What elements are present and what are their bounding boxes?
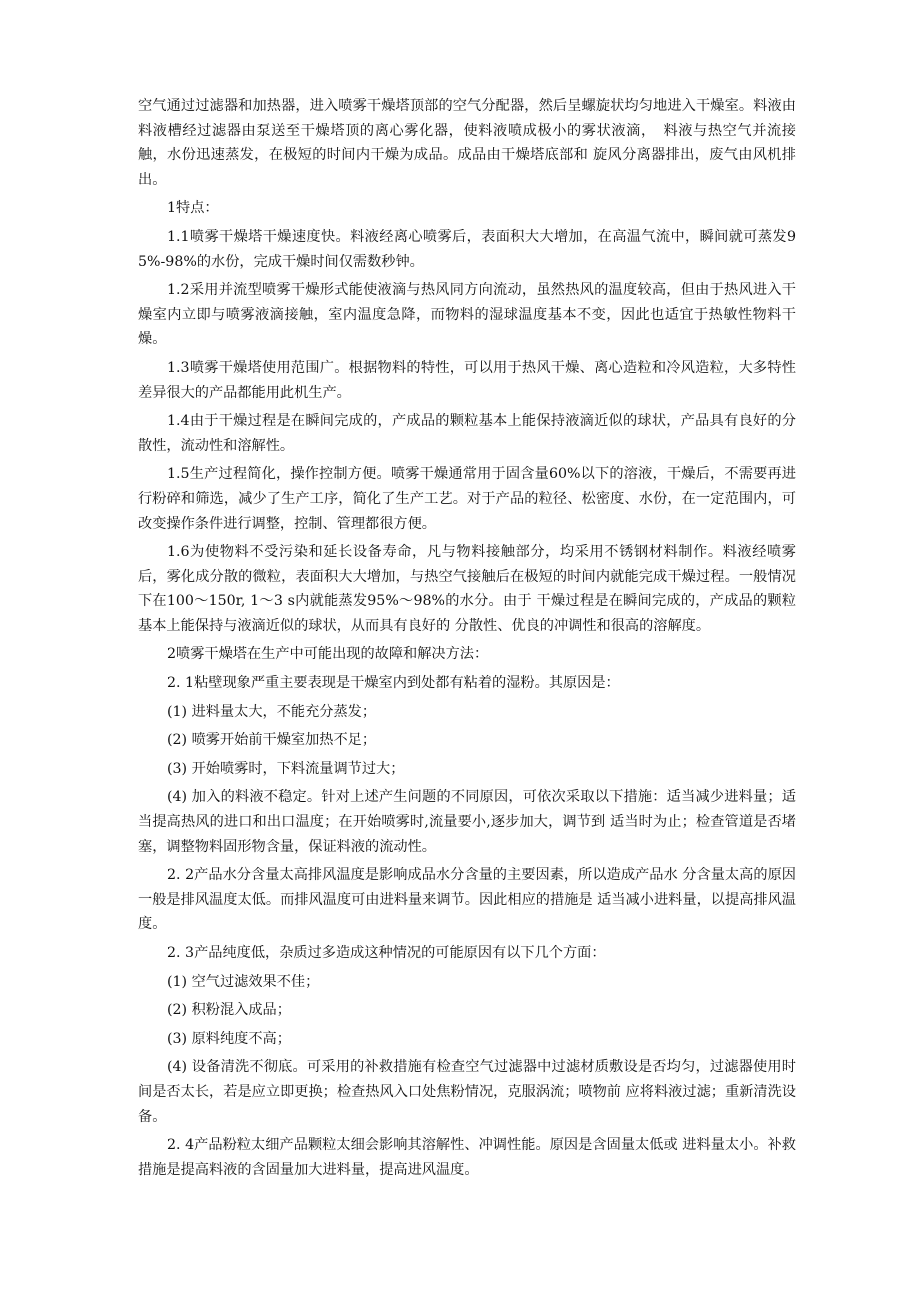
list-item-2-3-2: (2) 积粉混入成品； [167,1002,291,1019]
paragraph-1-3: 1.3喷雾干燥塔使用范围广。根据物料的特性，可以用于热风干燥、离心造粒和冷风造粒，大多特性差异很大的产品都能用此机生产。 [138,359,796,401]
paragraph-1-2: 1.2采用并流型喷雾干燥形式能使液滴与热风同方向流动，虽然热风的温度较高，但由于热风进入干燥室内立即与喷雾液滴接触，室内温度急降，而物料的湿球温度基本不变，因此也适宜于热敏性物料干燥。 [138,282,796,348]
list-item-2-3-3: (3) 原料纯度不高； [167,1030,291,1047]
list-item-2-1-2: (2) 喷雾开始前干燥室加热不足； [167,732,377,749]
paragraph-2-4: 2. 4产品粉粒太细产品颗粒太细会影响其溶解性、冲调性能。原因是含固量太低或 进料量太小。补救措施是提高料液的含固量加大进料量，提高进风温度。 [138,1137,796,1178]
list-item-2-1-4: (4) 加入的料液不稳定。针对上述产生问题的不同原因，可依次采取以下措施：适当减少进料量；适当提高热风的进口和出口温度；在开始喷雾时,流量要小,逐步加大，调节到 适当时为止；检查管道是否堵塞，调整物料固形物含量，保证料液的流动性。 [138,789,796,855]
paragraph-2-3: 2. 3产品纯度低，杂质过多造成这种情况的可能原因有以下几个方面： [167,945,606,961]
list-item-2-1-3: (3) 开始喷雾时，下料流量调节过大； [167,760,405,777]
section-heading-features: 1特点： [167,200,219,217]
paragraph-intro: 空气通过过滤器和加热器，进入喷雾干燥塔顶部的空气分配器，然后呈螺旋状均匀地进入干燥室。料液由料液槽经过滤器由泵送至干燥塔顶的离心雾化器，使料液喷成极小的雾状液滴， 料液与热空气并流接触，水份迅速蒸发，在极短的时间内干燥为成品。成品由干燥塔底部和 旋风分离器排出，废气由风机排出。 [138,98,796,188]
paragraph-1-4: 1.4由于干燥过程是在瞬间完成的，产成品的颗粒基本上能保持液滴近似的球状，产品具有良好的分散性，流动性和溶解性。 [138,413,796,454]
list-item-2-1-1: (1) 进料量太大，不能充分蒸发； [167,703,377,720]
paragraph-1-1: 1.1喷雾干燥塔干燥速度快。料液经离心喷雾后，表面积大大增加，在高温气流中，瞬间就可蒸发95%-98%的水份，完成干燥时间仅需数秒钟。 [138,228,796,270]
paragraph-1-5: 1.5生产过程简化，操作控制方便。喷雾干燥通常用于固含量60%以下的溶液，干燥后，不需要再进行粉碎和筛选，减少了生产工序，简化了生产工艺。对于产品的粒径、松密度、水份，在一定范围内，可改变操作条件进行调整，控制、管理都很方便。 [138,466,796,532]
section-heading-faults: 2喷雾干燥塔在生产中可能出现的故障和解决方法： [167,646,489,663]
list-item-2-3-4: (4) 设备清洗不彻底。可采用的补救措施有检查空气过滤器中过滤材质敷设是否均匀，过滤器使用时间是否太长，若是应立即更换；检查热风入口处焦粉情况，克服涡流；喷物前 应将料液过滤；重新清洗设备。 [138,1059,796,1125]
list-item-2-3-1: (1) 空气过滤效果不佳； [167,973,320,990]
paragraph-1-6: 1.6为使物料不受污染和延长设备寿命，凡与物料接触部分，均采用不锈钢材料制作。料液经喷雾后，雾化成分散的微粒，表面积大大增加，与热空气接触后在极短的时间内就能完成干燥过程。一般情况下在100〜150r, 1〜3 s内就能蒸发95%〜98%的水分。由于 干燥过程是在瞬间完成的，产成品的颗粒基本上能保持与液滴近似的球状，从而具有良好的 分散性、优良的冲调性和很高的溶解度。 [138,544,796,634]
document-page [138,94,796,1186]
paragraph-2-2: 2. 2产品水分含量太高排风温度是影响成品水分含量的主要因素，所以造成产品水 分含量太高的原因一般是排风温度太低。而排风温度可由进料量来调节。因此相应的措施是 适当减小进料量，以提高排风温度。 [138,867,796,933]
paragraph-2-1: 2. 1粘壁现象严重主要表现是干燥室内到处都有粘着的湿粉。其原因是： [167,675,620,692]
